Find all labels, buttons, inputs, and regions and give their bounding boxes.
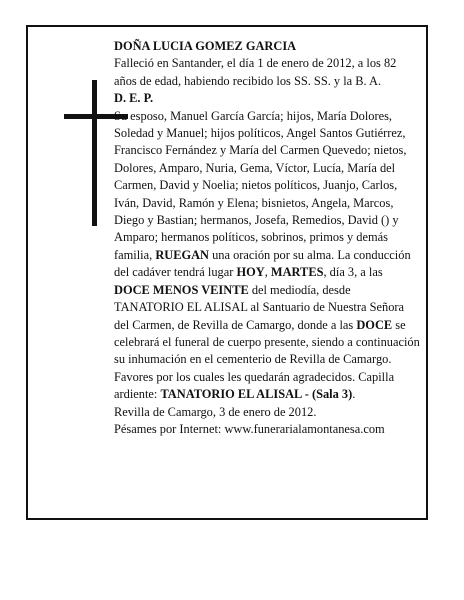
obituary-text (114, 38, 420, 438)
departure-time: DOCE MENOS VEINTE (114, 282, 249, 297)
closing-period: . (352, 387, 356, 402)
route-text: del mediodía, desde TANATORIO EL ALISAL al Santuario de Nuestra Señora del Carmen, de Revilla de Camargo, donde a las (114, 282, 405, 332)
comma-separator: , (264, 265, 271, 280)
family-paragraph (114, 108, 420, 404)
cross-vertical-bar (92, 80, 97, 226)
martes-word: MARTES (270, 265, 324, 280)
deceased-name: DOÑA LUCIA GOMEZ GARCIA (114, 39, 297, 53)
condolences-line: Pésames por Internet: www.funerarialamontanesa.com (114, 421, 385, 436)
death-details: Falleció en Santander, el día 1 de enero de 2012, a los 82 años de edad, habiendo recibido los SS. SS. y la B. A. (114, 56, 397, 88)
funeral-time: DOCE (356, 317, 393, 332)
hoy-word: HOY (236, 265, 265, 280)
ruegan-word: RUEGAN (155, 247, 210, 262)
chapel-location: TANATORIO EL ALISAL - (Sala 3) (160, 387, 353, 402)
day-text: , día 3, a las (323, 265, 383, 280)
dep-initials: D. E. P. (114, 91, 154, 106)
place-date: Revilla de Camargo, 3 de enero de 2012. (114, 404, 317, 419)
ruegan-text: una oración por su alma. La conducción del cadáver tendrá lugar (114, 247, 411, 280)
funeral-text: se celebrará el funeral de cuerpo presente, siendo a continuación su inhumación en el cementerio de Revilla de Camargo. Favores por los cuales les quedarán agradecidos. Capilla ardiente: (114, 317, 420, 402)
family-list: Su esposo, Manuel García García; hijos, María Dolores, Soledad y Manuel; hijos políticos, Angel Santos Gutiérrez, Francisco Fernández y María del Carmen Quevedo; nietos, Dolores, Amparo, Nuria, Gema, Víctor, Lucía, María del Carmen, David y Noelia; nietos políticos, Juanjo, Carlos, Iván, David, Ramón y Elena; bisnietos, Angela, Marcos, Diego y Bastian; hermanos, Josefa, Remedios, David () y Amparo; hermanos políticos, sobrinos, primos y demás familia, (114, 108, 407, 262)
